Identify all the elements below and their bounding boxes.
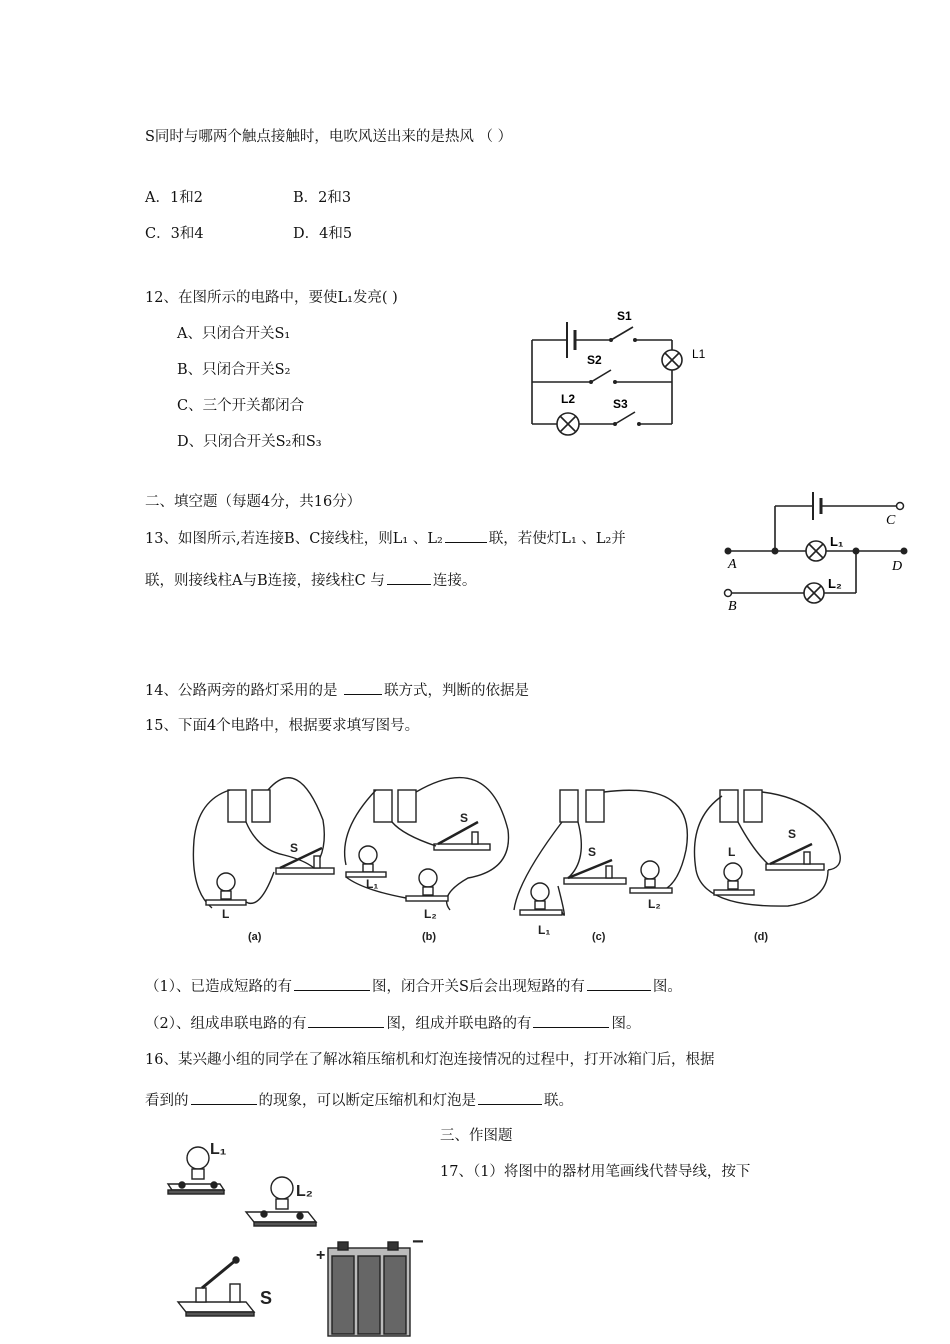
q11-option-d: D．4和5 xyxy=(293,226,353,242)
q13-line1-part2: 联，若使灯L₁ 、L₂并 xyxy=(488,531,626,547)
q16-blank-1[interactable] xyxy=(191,1090,257,1105)
q12-circuit-diagram xyxy=(525,300,725,445)
q13-line2-part1: 联，则接线柱A与B连接，接线柱C 与 xyxy=(145,573,385,589)
q15-sub2-part3: 图。 xyxy=(611,1016,641,1032)
section3-title: 三、作图题 xyxy=(440,1128,513,1144)
q11-option-c: C．3和4 xyxy=(145,226,204,242)
q15-label-a: (a) xyxy=(248,931,262,943)
q12-label-l1: L1 xyxy=(692,347,706,361)
q13-line1-part1: 13、如图所示,若连接B、C接线柱，则L₁ 、L₂ xyxy=(145,531,443,547)
q12-option-a: A、只闭合开关S₁ xyxy=(177,326,291,342)
q12-option-d: D、只闭合开关S₂和S₃ xyxy=(177,434,322,450)
q16-line2-part2: 的现象，可以断定压缩机和灯泡是 xyxy=(258,1093,476,1109)
q15-a-label-l: L xyxy=(222,907,230,921)
q15-c-label-l1: L₁ xyxy=(538,923,551,937)
q15-a-label-s: S xyxy=(290,841,299,855)
q15-label-b: (b) xyxy=(422,931,437,943)
q11-stem: S同时与哪两个触点接触时，电吹风送出来的是热风 （ ） xyxy=(145,129,513,145)
q17-label-s: S xyxy=(260,1288,273,1308)
q17-text: 17、（1）将图中的器材用笔画线代替导线，按下 xyxy=(440,1164,751,1180)
q13-label-a: A xyxy=(728,557,737,572)
q14-blank[interactable] xyxy=(344,680,382,695)
q15-sub2 xyxy=(145,1013,640,1034)
q16-blank-2[interactable] xyxy=(478,1090,542,1105)
q17-label-l2: L₂ xyxy=(296,1183,313,1200)
q15-d-label-s: S xyxy=(788,827,797,841)
q15-sub2-part1: （2）、组成串联电路的有 xyxy=(145,1016,307,1032)
q15-d-label-l: L xyxy=(728,845,736,859)
q15-label-c: (c) xyxy=(592,931,606,943)
q15-stem: 15、下面4个电路中，根据要求填写图号。 xyxy=(145,718,420,734)
q12-label-s3: S3 xyxy=(613,397,628,411)
q16-line2-part1: 看到的 xyxy=(145,1093,189,1109)
q17-label-plus: + xyxy=(316,1247,326,1264)
q14-line xyxy=(145,680,529,701)
q12-label-s2: S2 xyxy=(587,353,602,367)
q17-label-minus: − xyxy=(412,1231,424,1253)
q12-option-b: B、只闭合开关S₂ xyxy=(177,362,291,378)
q12-stem: 12、在图所示的电路中，要使L₁发亮( ) xyxy=(145,290,398,306)
q12-label-l2: L2 xyxy=(561,392,576,406)
q15-sub1-part3: 图。 xyxy=(652,979,682,995)
q13-line2-part2: 连接。 xyxy=(432,573,477,589)
q15-blank-3[interactable] xyxy=(308,1013,384,1028)
q13-label-b: B xyxy=(728,599,737,614)
q13-label-l1: L₁ xyxy=(830,534,844,549)
q14-part1: 14、公路两旁的路灯采用的是 xyxy=(145,683,343,699)
q14-part2: 联方式，判断的依据是 xyxy=(384,683,530,699)
q15-four-circuits-figure xyxy=(188,760,848,955)
q15-b-label-s: S xyxy=(460,811,469,825)
q15-blank-2[interactable] xyxy=(587,976,651,991)
q15-b-label-l2: L₂ xyxy=(424,907,437,921)
q17-label-l1: L₁ xyxy=(210,1141,227,1158)
q13-blank-2[interactable] xyxy=(387,570,431,585)
q13-line1 xyxy=(145,528,626,549)
q17-components-figure xyxy=(160,1136,440,1341)
q13-circuit-diagram xyxy=(718,488,918,616)
q11-option-a: A．1和2 xyxy=(145,190,203,206)
q13-label-l2: L₂ xyxy=(828,576,842,591)
q15-c-label-s: S xyxy=(588,845,597,859)
q12-label-s1: S1 xyxy=(617,309,632,323)
q15-label-d: (d) xyxy=(754,931,769,943)
q15-sub1-part1: （1）、已造成短路的有 xyxy=(145,979,292,995)
q15-b-label-l1: L₁ xyxy=(366,877,379,891)
q16-line2 xyxy=(145,1090,573,1111)
q15-blank-1[interactable] xyxy=(294,976,370,991)
q15-sub1 xyxy=(145,976,682,997)
q15-blank-4[interactable] xyxy=(533,1013,609,1028)
q12-option-c: C、三个开关都闭合 xyxy=(177,398,305,414)
q16-line2-part3: 联。 xyxy=(544,1093,573,1109)
q15-sub1-part2: 图，闭合开关S后会出现短路的有 xyxy=(371,979,585,995)
section2-title: 二、填空题（每题4分，共16分） xyxy=(145,494,362,510)
q13-label-d: D xyxy=(892,559,903,574)
q16-line1: 16、某兴趣小组的同学在了解冰箱压缩机和灯泡连接情况的过程中，打开冰箱门后，根据 xyxy=(145,1052,715,1068)
q13-blank-1[interactable] xyxy=(445,528,487,543)
q15-c-label-l2: L₂ xyxy=(648,897,661,911)
q13-line2 xyxy=(145,570,476,591)
q11-option-b: B．2和3 xyxy=(293,190,352,206)
q13-label-c: C xyxy=(886,513,896,528)
q15-sub2-part2: 图，组成并联电路的有 xyxy=(386,1016,532,1032)
